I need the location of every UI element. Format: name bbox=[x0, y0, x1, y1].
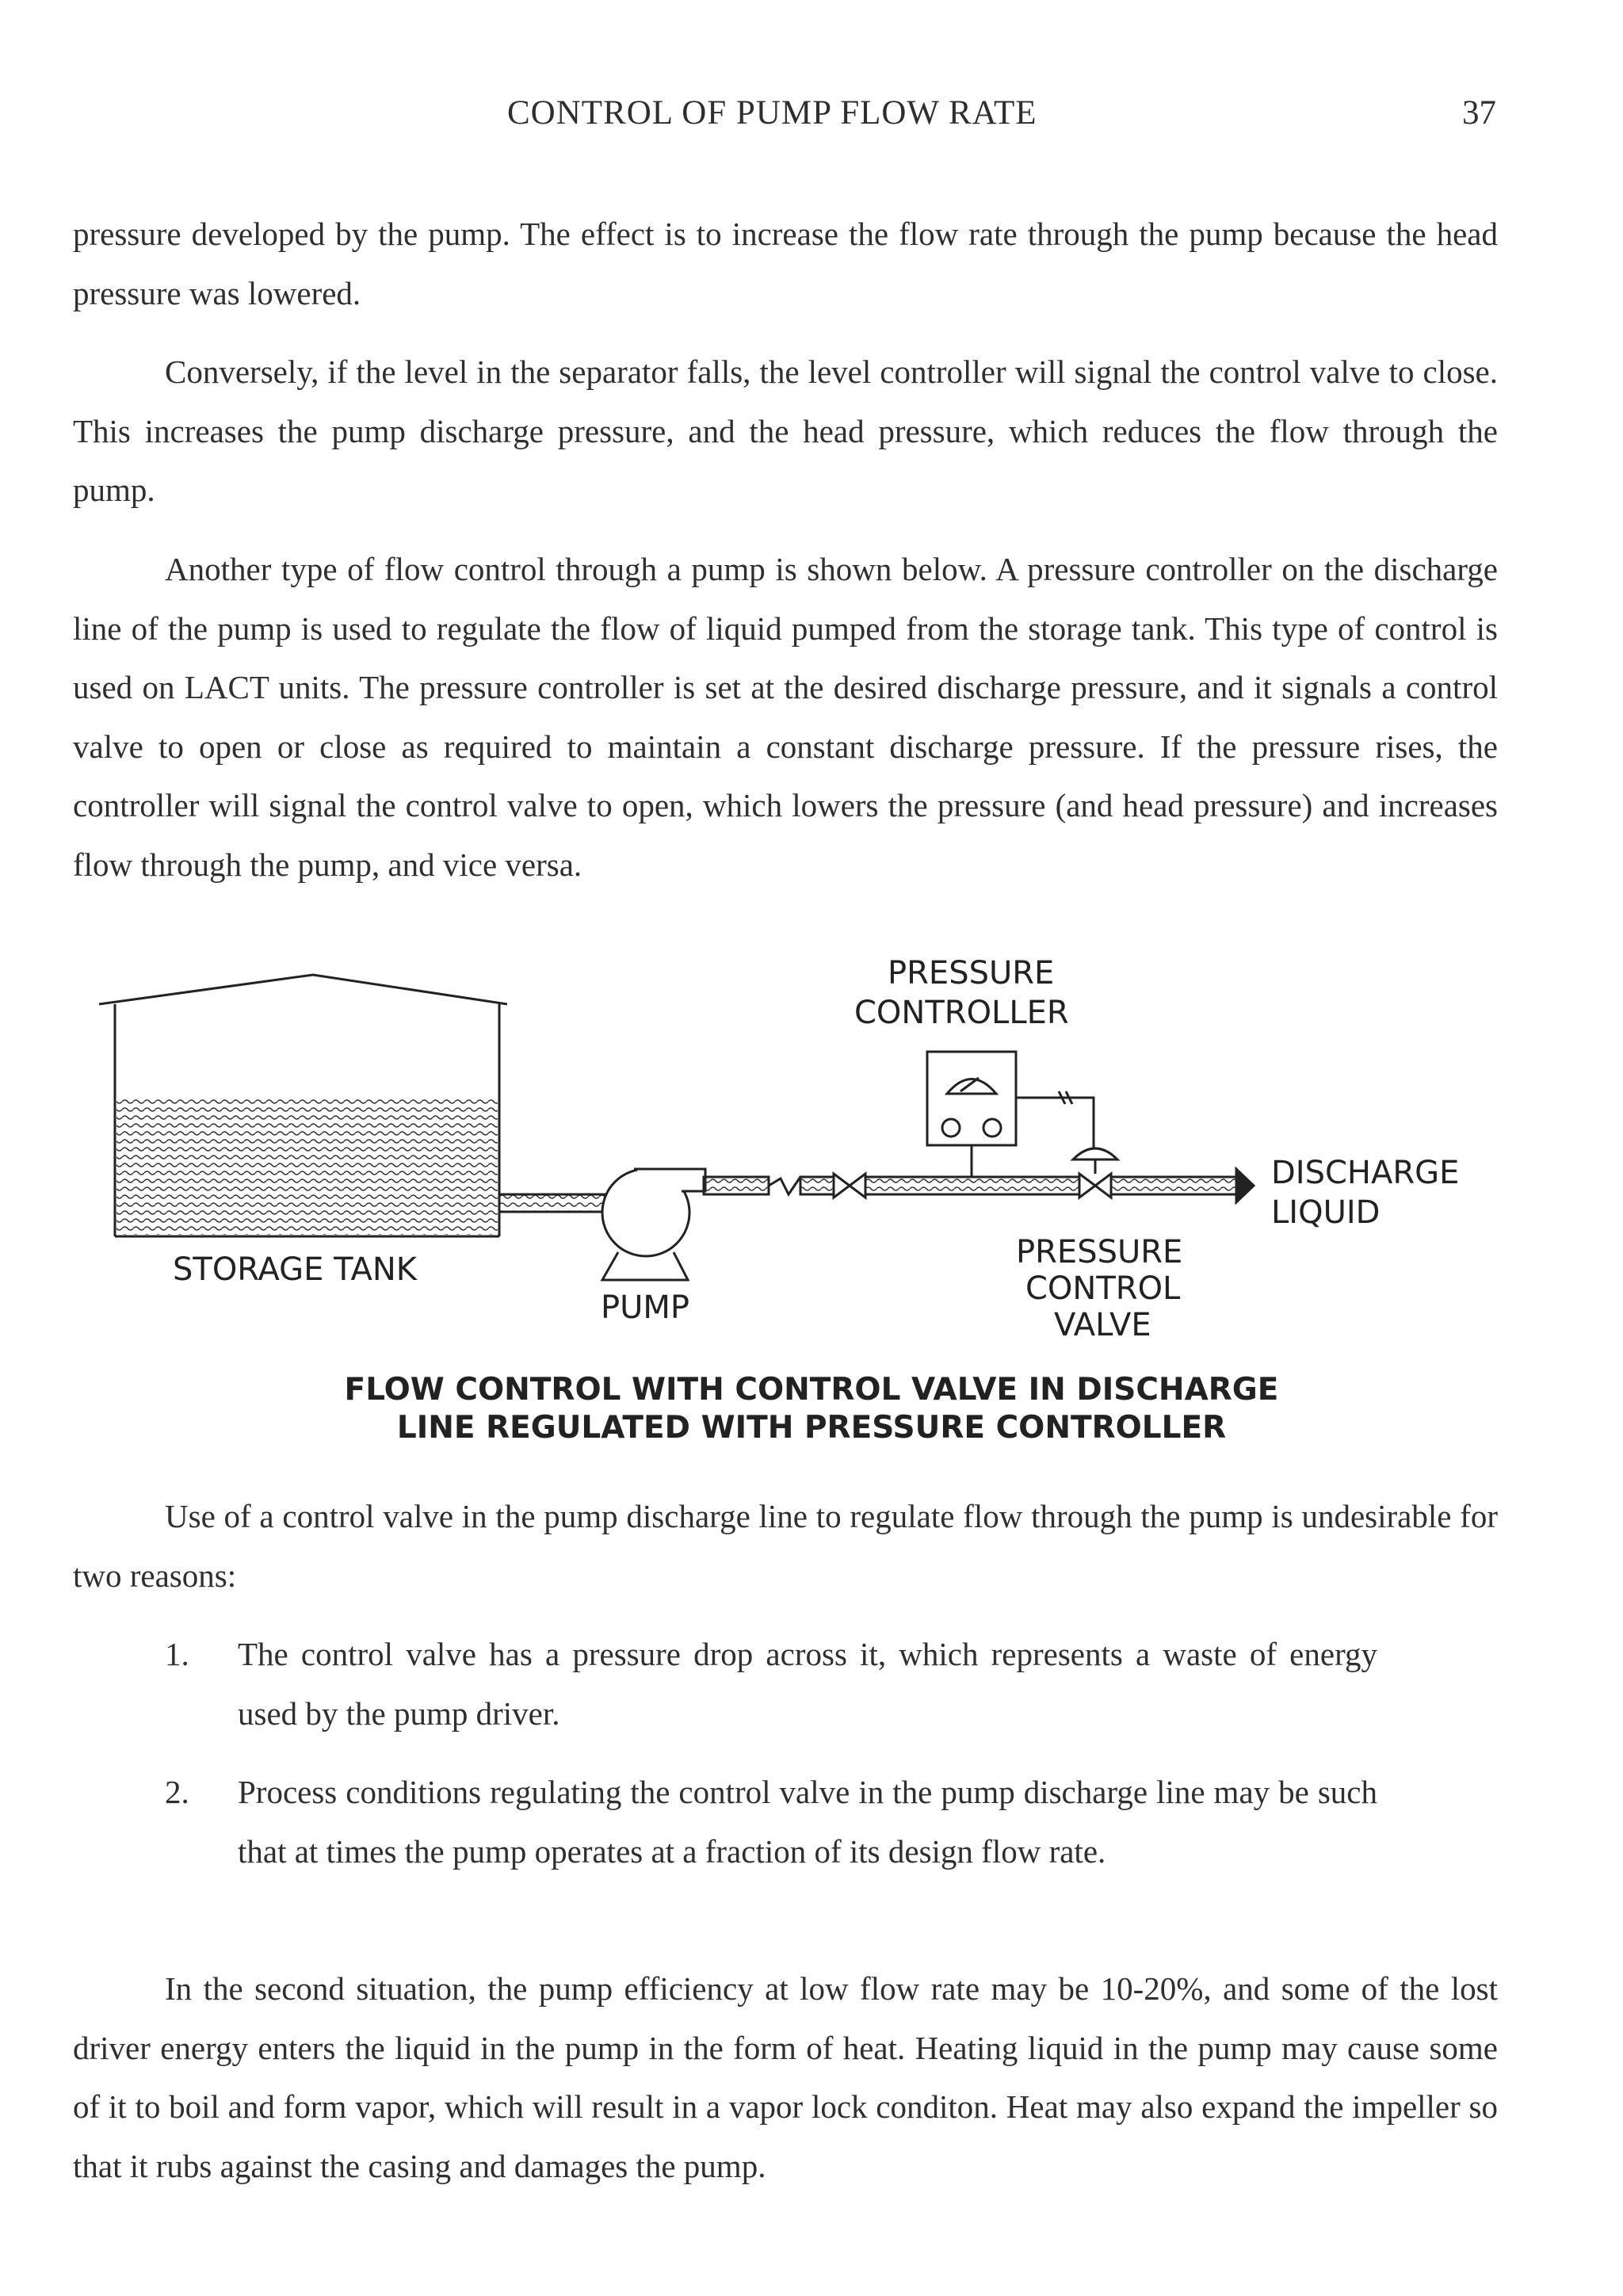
pressure-controller-label-line2: CONTROLLER bbox=[854, 995, 1069, 1031]
pump-label: PUMP bbox=[601, 1289, 690, 1326]
paragraph-1: pressure developed by the pump. The effect is to increase the flow rate through the pump because the head pressure was lowered. bbox=[73, 216, 1498, 311]
suction-pipe bbox=[499, 1194, 609, 1212]
discharge-label-line2: LIQUID bbox=[1271, 1194, 1381, 1231]
pressure-controller-shape bbox=[927, 1052, 1117, 1177]
discharge-pipe bbox=[704, 1169, 1254, 1202]
valve-label-line2: CONTROL bbox=[1025, 1270, 1181, 1307]
list-text: The control valve has a pressure drop across it, which represents a waste of energy used by the pump driver. bbox=[238, 1636, 1377, 1732]
valve-label-line1: PRESSURE bbox=[1016, 1234, 1183, 1270]
page-number: 37 bbox=[1462, 94, 1496, 132]
running-title: CONTROL OF PUMP FLOW RATE bbox=[507, 94, 1037, 132]
paragraph-3: Another type of flow control through a pump is shown below. A pressure controller on the discharge line of the pump is used to regulate the flow of liquid pumped from the storage tank. This type of control is used on LACT units. The pressure controller is set at the desired discharge pressure, and it signals a control valve to open or close as required to maintain a constant discharge pressure. If the pressure rises, the controller will signal the control valve to open, which lowers the pressure (and head pressure) and increases flow through the pump, and vice versa. bbox=[73, 551, 1498, 883]
flow-control-diagram bbox=[0, 939, 1623, 1486]
paragraph-2: Conversely, if the level in the separator falls, the level controller will signal the control valve to close. This increases the pump discharge pressure, and the head pressure, which reduces the flow through the pump. bbox=[73, 353, 1498, 508]
paragraph-4: Use of a control valve in the pump discharge line to regulate flow through the pump is undesirable for two reasons: bbox=[73, 1498, 1498, 1594]
diagram-caption-line1: FLOW CONTROL WITH CONTROL VALVE IN DISCHARGE bbox=[344, 1372, 1279, 1408]
valve-label-line3: VALVE bbox=[1054, 1307, 1151, 1343]
list-number: 2. bbox=[165, 1774, 189, 1810]
storage-tank-label: STORAGE TANK bbox=[173, 1251, 417, 1288]
pressure-controller-label-line1: PRESSURE bbox=[888, 955, 1055, 991]
diagram-caption-line2: LINE REGULATED WITH PRESSURE CONTROLLER bbox=[396, 1410, 1227, 1446]
running-head bbox=[0, 94, 1623, 141]
discharge-label-line1: DISCHARGE bbox=[1271, 1155, 1460, 1191]
list-text: Process conditions regulating the control valve in the pump discharge line may be such that at times the pump operates at a fraction of its design flow rate. bbox=[238, 1774, 1377, 1870]
list-number: 1. bbox=[165, 1636, 189, 1672]
storage-tank-shape bbox=[99, 975, 507, 1236]
pump-shape bbox=[602, 1169, 705, 1280]
paragraph-5: In the second situation, the pump efficiency at low flow rate may be 10-20%, and some of the lost driver energy enters the liquid in the pump in the form of heat. Heating liquid in the pump may cause some of it to boil and form vapor, which will result in a vapor lock conditon. Heat may also expand the impeller so that it rubs against the casing and damages the pump. bbox=[73, 1970, 1498, 2184]
